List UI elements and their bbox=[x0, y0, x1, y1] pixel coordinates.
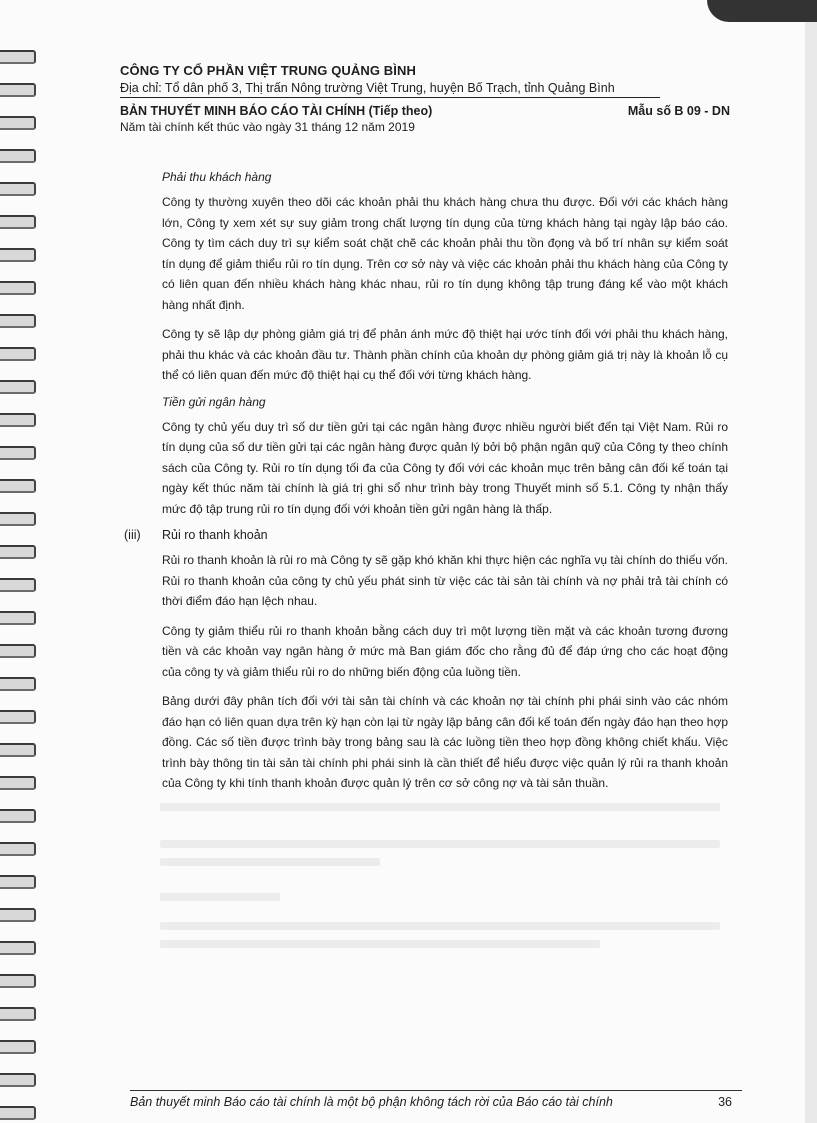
binding-ring bbox=[0, 50, 36, 64]
subheading-receivables: Phải thu khách hàng bbox=[162, 170, 272, 184]
document-title: BẢN THUYẾT MINH BÁO CÁO TÀI CHÍNH (Tiếp theo) bbox=[120, 104, 433, 118]
fiscal-year-line: Năm tài chính kết thúc vào ngày 31 tháng 12 năm 2019 bbox=[120, 120, 415, 134]
binding-ring bbox=[0, 83, 36, 97]
binding-ring bbox=[0, 149, 36, 163]
section-title: Rủi ro thanh khoản bbox=[162, 528, 268, 542]
binding-ring bbox=[0, 248, 36, 262]
binding-ring bbox=[0, 743, 36, 757]
company-address: Địa chỉ: Tổ dân phố 3, Thị trấn Nông trường Việt Trung, huyện Bố Trạch, tỉnh Quảng Bình bbox=[120, 81, 615, 95]
binding-ring bbox=[0, 1106, 36, 1120]
page-footer bbox=[130, 1090, 742, 1109]
page-number: 36 bbox=[718, 1095, 732, 1109]
binding-ring bbox=[0, 644, 36, 658]
red-stamp-mark bbox=[792, 440, 812, 600]
paragraph: Công ty giảm thiểu rủi ro thanh khoản bằng cách duy trì một lượng tiền mặt và các khoản tương đương tiền và các khoản vay ngân hàng ở mức mà Ban giám đốc cho rằng đủ để đáp ứng cho các hoạt động của công ty và giảm thiểu rủi ro do những biến động của luồng tiền. bbox=[162, 623, 728, 679]
binding-ring bbox=[0, 809, 36, 823]
paragraph: Rủi ro thanh khoản là rủi ro mà Công ty sẽ gặp khó khăn khi thực hiện các nghĩa vụ tài chính do thiếu vốn. Rủi ro thanh khoản của công ty chủ yếu phát sinh từ việc các tài sản tài chính và nợ phải trả tài chính có thời điểm đáo hạn lệch nhau. bbox=[162, 553, 728, 608]
footer-divider bbox=[130, 1090, 742, 1091]
binding-ring bbox=[0, 875, 36, 889]
binding-ring bbox=[0, 116, 36, 130]
paragraph: Công ty chủ yếu duy trì số dư tiền gửi tại các ngân hàng được nhiều người biết đến tại Việt Nam. Rủi ro tín dụng của số dư tiền gửi tại các ngân hàng được quản lý bởi bộ phận ngân quỹ của Công ty theo chính sách của Công ty. Rủi ro tín dụng tối đa của Công ty đối với các khoản mục trên bảng cân đối kế toán tại ngày kết thúc năm tài chính là giá trị ghi sổ như trình bày trong Thuyết minh số 5.1. Công ty nhận thấy mức độ tập trung rủi ro tín dụng đối với khoản tiền gửi ngân hàng là thấp. bbox=[162, 419, 728, 516]
binding-ring bbox=[0, 380, 36, 394]
page-body bbox=[124, 170, 728, 803]
binding-ring bbox=[0, 1073, 36, 1087]
binding-ring bbox=[0, 314, 36, 328]
paragraph: Công ty thường xuyên theo dõi các khoản phải thu khách hàng chưa thu được. Đối với các khách hàng lớn, Công ty xem xét sự suy giảm trong chất lượng tín dụng của từng khách hàng tại ngày lập báo cáo. Công ty tìm cách duy trì sự kiểm soát chặt chẽ các khoản phải thu tồn đọng và bố trí nhân sự kiểm soát tín dụng để giảm thiểu rủi ro tín dụng. Trên cơ sở này và việc các khoản phải thu khách hàng của Công ty có liên quan đến nhiều khách hàng khác nhau, rủi ro tín dụng không tập trung đáng kể vào một khách hàng nhất định. bbox=[162, 195, 728, 312]
section-number: (iii) bbox=[124, 528, 141, 542]
page-corner-shadow bbox=[707, 0, 817, 22]
binding-ring bbox=[0, 1007, 36, 1021]
binding-ring bbox=[0, 710, 36, 724]
binding-ring bbox=[0, 347, 36, 361]
paragraph: Bảng dưới đây phân tích đối với tài sản tài chính và các khoản nợ tài chính phi phái sinh vào các nhóm đáo hạn có liên quan dựa trên kỳ hạn còn lại từ ngày lập bảng cân đối kế toán đến ngày đáo hạn theo hợp đồng. Các số tiền được trình bày trong bảng sau là các luồng tiền theo hợp đồng không chiết khấu. Việc trình bày thông tin tài sản tài chính phi phái sinh là cần thiết để hiểu được việc quản lý rủi ra thanh khoản của Công ty khi tính thanh khoản được quản lý trên cơ sở công nợ và tài sản thuần. bbox=[162, 694, 728, 790]
subheading-bank-deposits: Tiền gửi ngân hàng bbox=[162, 394, 266, 409]
footer-note: Bản thuyết minh Báo cáo tài chính là một bộ phận không tách rời của Báo cáo tài chính bbox=[130, 1095, 613, 1109]
paragraph: Công ty sẽ lập dự phòng giảm giá trị để phản ánh mức độ thiệt hại ước tính đối với phải thu khách hàng, phải thu khác và các khoản đầu tư. Thành phần chính của khoản dự phòng giảm giá trị này là khoản lỗ cụ thể có liên quan đến mức độ thiệt hại cụ thể đối với từng khách hàng. bbox=[162, 327, 728, 382]
binding-ring bbox=[0, 677, 36, 691]
binding-ring bbox=[0, 182, 36, 196]
binding-ring bbox=[0, 479, 36, 493]
binding-ring bbox=[0, 776, 36, 790]
binding-ring bbox=[0, 908, 36, 922]
section-heading bbox=[124, 528, 728, 542]
form-number: Mẫu số B 09 - DN bbox=[627, 104, 730, 118]
binding-ring bbox=[0, 1040, 36, 1054]
bleed-through-text bbox=[160, 858, 380, 866]
bleed-through-text bbox=[160, 940, 600, 948]
binding-ring bbox=[0, 578, 36, 592]
bleed-through-text bbox=[160, 840, 720, 848]
binding-ring bbox=[0, 545, 36, 559]
binding-ring bbox=[0, 974, 36, 988]
binding-ring bbox=[0, 611, 36, 625]
bleed-through-text bbox=[160, 893, 280, 901]
binding-ring bbox=[0, 281, 36, 295]
binding-ring bbox=[0, 842, 36, 856]
binding-ring bbox=[0, 446, 36, 460]
spiral-binding bbox=[0, 50, 40, 1123]
binding-ring bbox=[0, 941, 36, 955]
binding-ring bbox=[0, 512, 36, 526]
bleed-through-text bbox=[160, 803, 720, 811]
header-divider bbox=[120, 97, 660, 98]
binding-ring bbox=[0, 215, 36, 229]
binding-ring bbox=[0, 413, 36, 427]
company-name: CÔNG TY CỔ PHẦN VIỆT TRUNG QUẢNG BÌNH bbox=[120, 63, 416, 78]
page-header bbox=[120, 63, 740, 134]
bleed-through-text bbox=[160, 922, 720, 930]
